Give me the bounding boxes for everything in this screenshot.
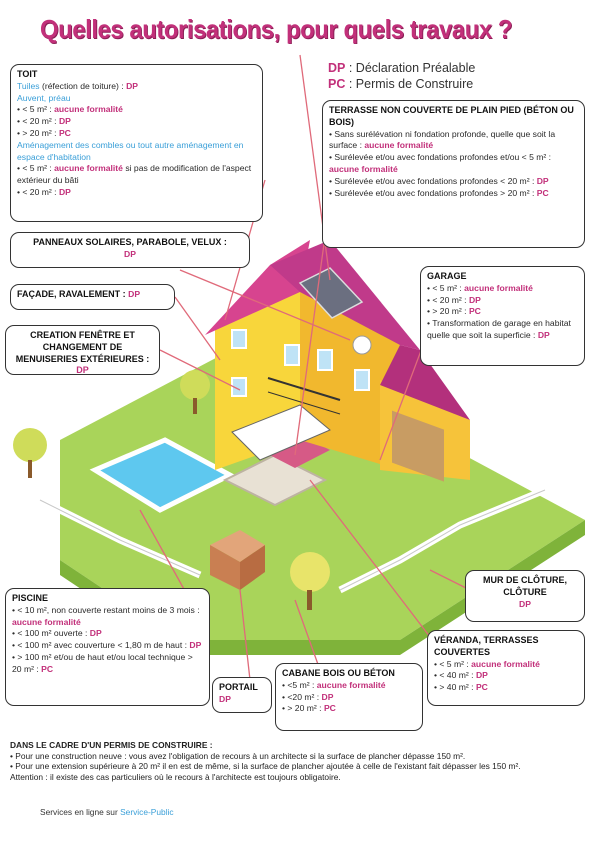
note-2: • Pour une extension supérieure à 20 m² il en est de même, si la surface de plancher ajoutée à celle de l'existant fait dépasser les 150 m².	[10, 761, 521, 771]
legend-dp-text: Déclaration Préalable	[355, 61, 476, 75]
window-4	[318, 350, 332, 370]
panneaux-title: PANNEAUX SOLAIRES, PARABOLE, VELUX :	[33, 237, 227, 247]
portail-title: PORTAIL	[219, 682, 258, 692]
footer-text: Services en ligne sur	[40, 807, 121, 817]
window-3	[285, 345, 299, 365]
tree-1	[13, 428, 47, 462]
garage-box: GARAGE • < 5 m² : aucune formalité • < 20 m² : DP • > 20 m² : PC • Transformation de garage en habitat quelle que soit la superficie : DP	[420, 266, 585, 366]
tree-3	[290, 552, 330, 592]
legend-pc-text: Permis de Construire	[355, 77, 474, 91]
toit-title: TOIT	[17, 69, 38, 79]
service-public-link[interactable]: Service-Public	[120, 807, 174, 817]
portail-value: DP	[219, 693, 231, 704]
toit-box: TOIT Tuiles (réfection de toiture) : DP Auvent, préau • < 5 m² : aucune formalité • < 20 m² : DP • > 20 m² : PC Aménagement des combles ou tout autre aménagement en espace d'habitation • < 5 m² : aucune formalité si pas de modification de l'aspect extérieur du bâti • < 20 m² : DP	[10, 64, 263, 222]
portail-box	[212, 677, 272, 713]
veranda-title: VÉRANDA, TERRASSES COUVERTES	[434, 635, 539, 657]
mur-title: MUR DE CLÔTURE, CLÔTURE	[483, 575, 567, 597]
panneaux-box	[10, 232, 250, 268]
veranda-box: VÉRANDA, TERRASSES COUVERTES • < 5 m² : aucune formalité • < 40 m² : DP • > 40 m² : PC	[427, 630, 585, 706]
satellite-dish	[353, 336, 371, 354]
note-3: Attention : il existe des cas particuliers où le recours à l'architecte est toujours obligatoire.	[10, 771, 341, 782]
facade-title: FAÇADE, RAVALEMENT :	[17, 289, 129, 299]
legend: DP : Déclaration Préalable PC : Permis de Construire	[328, 61, 476, 91]
legend-dp-abbr: DP	[328, 61, 346, 75]
footer	[40, 807, 174, 817]
mur-box	[465, 570, 585, 622]
facade-box: FAÇADE, RAVALEMENT : DP	[10, 284, 175, 310]
mur-value: DP	[519, 598, 531, 609]
terrasse-title: TERRASSE NON COUVERTE DE PLAIN PIED (BÉTON OU BOIS)	[329, 105, 574, 127]
piscine-box: PISCINE • < 10 m², non couverte restant moins de 3 mois : aucune formalité • < 100 m² ouverte : DP • < 100 m² avec couverture < 1,80 m de haut : DP • > 100 m² et/ou de haut et/ou local technique > 20 m² : PC	[5, 588, 210, 706]
fenetre-box	[5, 325, 160, 375]
window-5	[355, 370, 369, 390]
legend-pc-abbr: PC	[328, 77, 346, 91]
fenetre-title: CREATION FENÊTRE ET CHANGEMENT DE MENUISERIES EXTÉRIEURES : DP	[15, 330, 150, 376]
architect-notes	[10, 740, 585, 782]
garage-title: GARAGE	[427, 271, 467, 281]
cabane-box: CABANE BOIS OU BÉTON • <5 m² : aucune formalité • <20 m² : DP • > 20 m² : PC	[275, 663, 423, 731]
piscine-title: PISCINE	[12, 593, 49, 603]
panneaux-value: DP	[124, 248, 136, 259]
cabane-title: CABANE BOIS OU BÉTON	[282, 668, 395, 678]
note-1: • Pour une construction neuve : vous avez l'obligation de recours à un architecte si la surface de plancher dépasse 150 m².	[10, 750, 466, 761]
tree-2	[180, 370, 210, 400]
notes-title: DANS LE CADRE D'UN PERMIS DE CONSTRUIRE :	[10, 740, 213, 750]
window-1	[232, 330, 246, 348]
terrasse-box: TERRASSE NON COUVERTE DE PLAIN PIED (BÉTON OU BOIS) • Sans surélévation ni fondation profonde, quelle que soit la surface : aucune formalité • Surélevée et/ou avec fondations profondes et/ou < 5 m² : aucune formalité • Surélevée et/ou avec fondations profondes < 20 m² : DP • Surélevée et/ou avec fondations profondes > 20 m² : PC	[322, 100, 585, 248]
page-title: Quelles autorisations, pour quels travaux ?	[40, 14, 513, 44]
